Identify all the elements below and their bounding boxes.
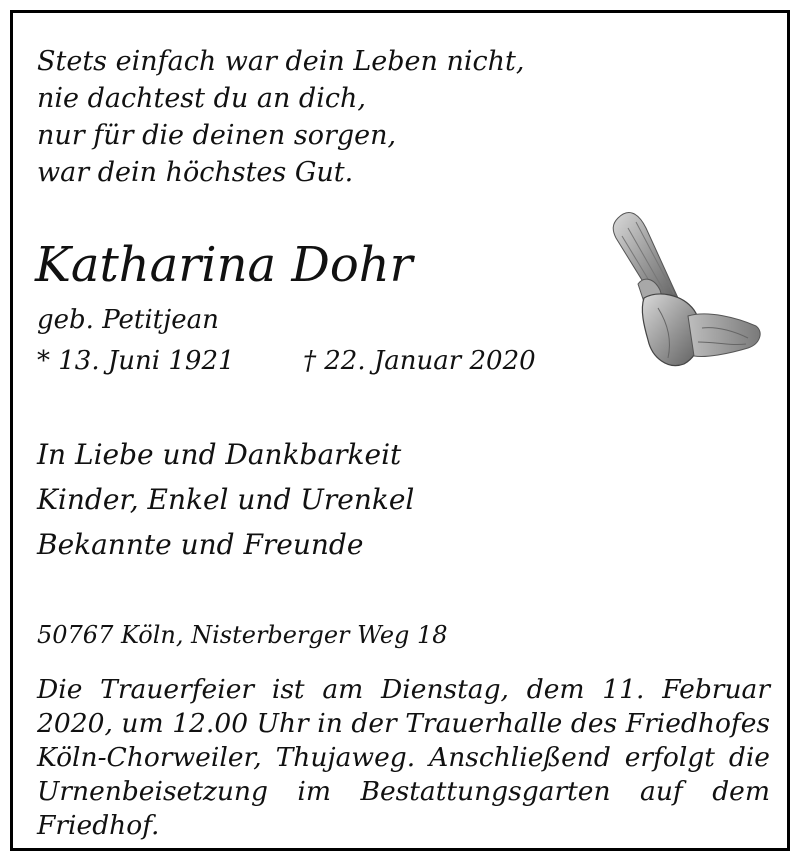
obituary-card [10, 10, 790, 851]
maiden-name: geb. Petitjean [37, 305, 219, 335]
birth-date: * 13. Juni 1921 [37, 346, 235, 376]
funeral-notice: Die Trauerfeier ist am Dienstag, dem 11. Februar 2020, um 12.00 Uhr in der Trauerhalle des Friedhofes Köln-Chorweiler, Thujaweg. Anschließend erfolgt die Urnenbeisetzung im Bestattungsgarten auf dem Friedhof. [37, 674, 770, 841]
mourner-line: Bekannte und Freunde [37, 528, 364, 561]
poem [37, 43, 524, 191]
poem-line: Stets einfach war dein Leben nicht, [37, 46, 525, 77]
mourner-line: Kinder, Enkel und Urenkel [37, 483, 415, 516]
mourner-line: In Liebe und Dankbarkeit [37, 438, 402, 471]
mourners [37, 432, 414, 567]
address: 50767 Köln, Nisterberger Weg 18 [37, 621, 448, 649]
poem-line: war dein höchstes Gut. [37, 157, 354, 188]
praying-hands-icon [598, 198, 768, 408]
poem-line: nur für die deinen sorgen, [37, 120, 397, 151]
death-date: † 22. Januar 2020 [303, 346, 536, 376]
poem-line: nie dachtest du an dich, [37, 83, 366, 114]
deceased-name: Katharina Dohr [35, 237, 413, 293]
